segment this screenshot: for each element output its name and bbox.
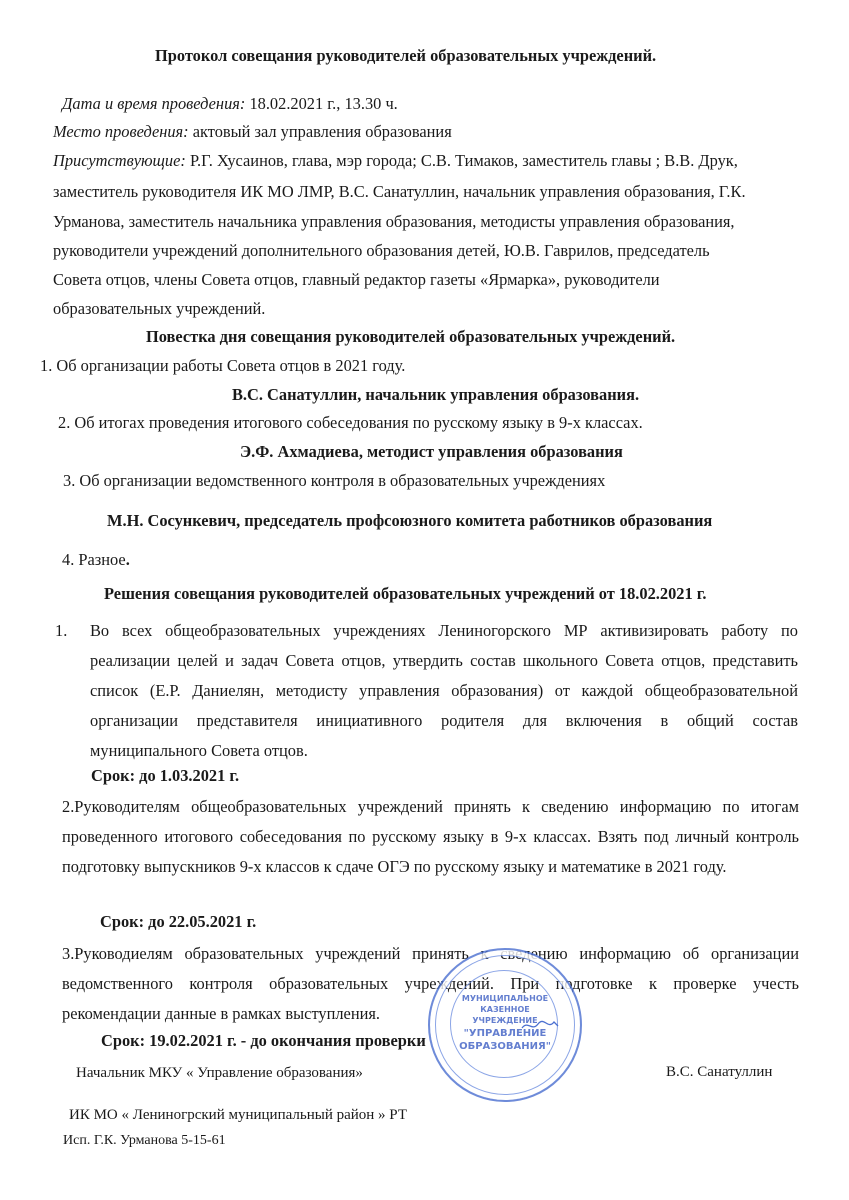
agenda-heading: Повестка дня совещания руководителей образовательных учреждений. <box>146 327 676 346</box>
attendees-line: Урманова, заместитель начальника управления образования, методисты управления образования, <box>53 212 735 231</box>
attendees-line: заместитель руководителя ИК МО ЛМР, В.С. Санатуллин, начальник управления образования, Г.К. <box>53 182 746 201</box>
attendees-line: Р.Г. Хусаинов, глава, мэр города; С.В. Тимаков, заместитель главы ; В.В. Друк, <box>185 151 738 170</box>
place-value: актовый зал управления образования <box>188 122 452 141</box>
decision-1-number: 1. <box>55 621 68 640</box>
attendees-line: образовательных учреждений. <box>53 299 266 318</box>
agenda-item-4: 4. Разное. <box>62 550 130 569</box>
stamp-line: "УПРАВЛЕНИЕ <box>463 1028 547 1039</box>
agenda-speaker-1: В.С. Санатуллин, начальник управления образования. <box>232 385 640 404</box>
stamp-line: МУНИЦИПАЛЬНОЕ <box>461 994 549 1003</box>
signer-position-line2: ИК МО « Лениногрский муниципальный район » РТ <box>69 1107 407 1123</box>
signer-name: В.С. Санатуллин <box>666 1064 773 1080</box>
decision-1-deadline: Срок: до 1.03.2021 г. <box>91 766 240 785</box>
attendees-label: Присутствующие: <box>53 151 186 170</box>
signer-position-line1: Начальник МКУ « Управление образования» <box>76 1065 363 1081</box>
decision-3-deadline: Срок: 19.02.2021 г. - до окончания проверки <box>101 1031 426 1050</box>
meta-place <box>53 122 452 142</box>
agenda-item-3: 3. Об организации ведомственного контроля в образовательных учреждениях <box>63 471 606 490</box>
decision-2-deadline: Срок: до 22.05.2021 г. <box>100 912 257 931</box>
stamp-line: УЧРЕЖДЕНИЕ <box>472 1016 538 1025</box>
decision-1-text: Во всех общеобразовательных учреждениях Лениногорского МР активизировать работу по реализации целей и задач Совета отцов, утвердить состав школьного Совета отцов, представить список (Е.Р. Даниелян, методисту управления образования) от каждой общеобразовательной организации представителя инициативного родителя для включения в общий состав муниципального Совета отцов. <box>90 621 798 760</box>
agenda-item-2: 2. Об итогах проведения итогового собеседования по русскому языку в 9-х классах. <box>58 413 643 432</box>
date-label: Дата и время проведения: <box>62 94 246 113</box>
agenda-misc-label: 4. Разное <box>62 550 126 569</box>
attendees-line: руководители учреждений дополнительного образования детей, Ю.В. Гаврилов, председатель <box>53 241 710 260</box>
executor-line: Исп. Г.К. Урманова 5-15-61 <box>63 1133 226 1148</box>
stamp-line: ОБРАЗОВАНИЯ" <box>459 1041 551 1052</box>
agenda-speaker-3: М.Н. Сосункевич, председатель профсоюзного комитета работников образования <box>107 511 713 530</box>
meta-date <box>62 94 398 114</box>
decisions-heading: Решения совещания руководителей образовательных учреждений от 18.02.2021 г. <box>104 584 707 603</box>
agenda-item-1: 1. Об организации работы Совета отцов в 2021 году. <box>40 356 406 375</box>
stamp-line: КАЗЕННОЕ <box>480 1005 530 1014</box>
decision-3-text: 3.Руководиелям образовательных учреждений принять к сведению информацию об организации ведомственного контроля образовательных учреждений. При подготовке к проверке учесть рекомендации данные в рамках выступления. <box>62 944 799 1023</box>
signature-scribble-icon <box>520 1018 560 1034</box>
attendees-line: Совета отцов, члены Совета отцов, главный редактор газеты «Ярмарка», руководители <box>53 270 660 289</box>
date-value: 18.02.2021 г., 13.30 ч. <box>245 94 398 113</box>
place-label: Место проведения: <box>53 122 189 141</box>
agenda-speaker-2: Э.Ф. Ахмадиева, методист управления образования <box>240 442 623 461</box>
decision-2-text: 2.Руководителям общеобразовательных учреждений принять к сведению информацию по итогам проведенного итогового собеседования по русскому языку в 9-х классах. Взять под личный контроль подготовку выпускников 9-х классов к сдаче ОГЭ по русскому языку и математике в 2021 году. <box>62 797 799 876</box>
meta-attendees-first <box>53 151 738 171</box>
document-title: Протокол совещания руководителей образовательных учреждений. <box>155 46 657 65</box>
